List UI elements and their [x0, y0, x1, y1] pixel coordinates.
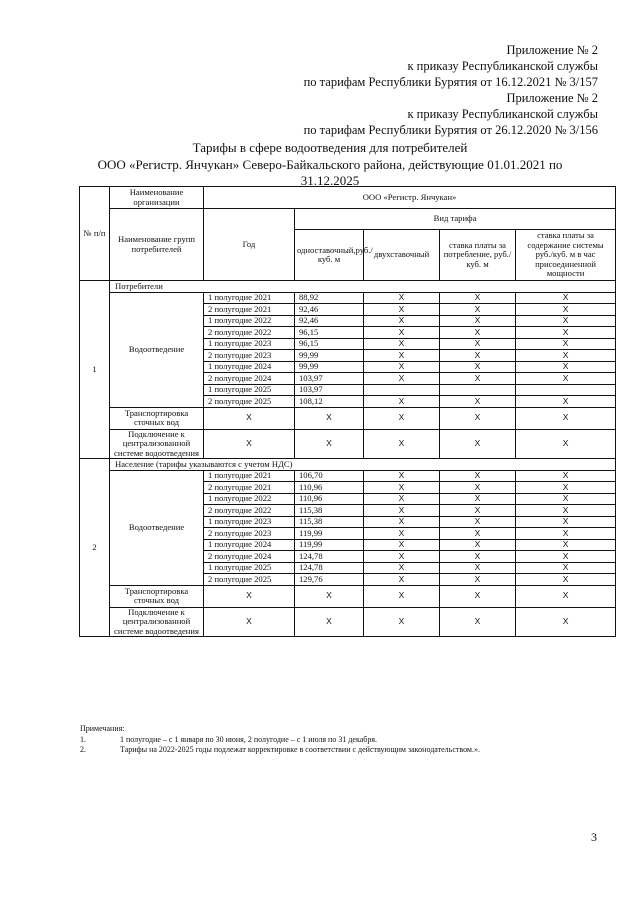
two-rate-value: X	[364, 327, 440, 339]
maintenance-rate-value: X	[516, 493, 616, 505]
header-line: Приложение № 2	[506, 43, 598, 57]
col-num-header: № п/п	[80, 187, 110, 281]
service-label: Подключение к централизованной системе водоотведения	[110, 607, 204, 637]
two-rate-value: X	[364, 407, 440, 429]
two-rate-value: X	[364, 292, 440, 304]
transport-row	[80, 407, 616, 429]
period-cell: 1 полугодие 2024	[204, 539, 295, 551]
consumption-rate-value: X	[440, 562, 516, 574]
title-line: Тарифы в сфере водоотведения для потребителей	[192, 140, 468, 155]
two-rate-value: X	[364, 539, 440, 551]
single-rate-value: 108,12	[295, 396, 364, 408]
consumption-rate-value: X	[440, 361, 516, 373]
period-cell: 1 полугодие 2021	[204, 292, 295, 304]
notes-heading: Примечания:	[80, 724, 125, 733]
notes	[80, 724, 620, 756]
two-rate-value: X	[364, 505, 440, 517]
maintenance-rate-value: X	[516, 304, 616, 316]
connection-row	[80, 607, 616, 637]
single-rate-value: 96,15	[295, 338, 364, 350]
tariff-table	[79, 186, 616, 637]
maintenance-rate-value: X	[516, 528, 616, 540]
two-rate-value: X	[364, 562, 440, 574]
header-row	[80, 187, 616, 209]
consumer-group: Население (тарифы указываются с учетом НДС)	[110, 459, 616, 471]
table-row	[80, 470, 616, 482]
two-rate-value: X	[364, 516, 440, 528]
period-cell: 1 полугодие 2021	[204, 470, 295, 482]
two-rate-value: X	[364, 585, 440, 607]
single-rate-value: 110,96	[295, 493, 364, 505]
period-cell: 2 полугодие 2025	[204, 396, 295, 408]
consumption-rate-value: X	[440, 470, 516, 482]
maintenance-rate-value	[516, 384, 616, 396]
two-rate-value: X	[364, 338, 440, 350]
consumption-rate-value: X	[440, 304, 516, 316]
two-rate-value: X	[364, 315, 440, 327]
consumption-rate-value: X	[440, 482, 516, 494]
maintenance-rate-value: X	[516, 292, 616, 304]
period-cell: 2 полугодие 2024	[204, 551, 295, 563]
note-item	[80, 745, 620, 756]
year-value: X	[204, 585, 295, 607]
two-rate-value: X	[364, 350, 440, 362]
period-cell: 1 полугодие 2024	[204, 361, 295, 373]
header-row	[80, 209, 616, 230]
single-rate-value: X	[295, 607, 364, 637]
two-rate-value: X	[364, 482, 440, 494]
consumption-rate-value: X	[440, 585, 516, 607]
service-name: Водоотведение	[110, 292, 204, 407]
two-rate-value: X	[364, 373, 440, 385]
two-rate-value: X	[364, 528, 440, 540]
consumption-rate-value: X	[440, 429, 516, 459]
row-number: 2	[80, 459, 110, 637]
two-rate-value	[364, 384, 440, 396]
single-rate-value: 106,70	[295, 470, 364, 482]
consumer-group: Потребители	[110, 281, 616, 293]
maintenance-rate-value: X	[516, 327, 616, 339]
col-maint-header: ставка платы за содержание системы руб./куб. м в час присоединенной мощности	[516, 230, 616, 281]
consumption-rate-value: X	[440, 338, 516, 350]
row-number: 1	[80, 281, 110, 459]
maintenance-rate-value: X	[516, 516, 616, 528]
two-rate-value: X	[364, 493, 440, 505]
two-rate-value: X	[364, 551, 440, 563]
single-rate-value: 103,97	[295, 373, 364, 385]
consumption-rate-value: X	[440, 350, 516, 362]
single-rate-value: 92,46	[295, 304, 364, 316]
col-one-header: одноставочный,руб./ куб. м	[295, 230, 364, 281]
col-year-header: Год	[204, 209, 295, 281]
single-rate-value: 99,99	[295, 350, 364, 362]
year-value: X	[204, 429, 295, 459]
consumption-rate-value	[440, 384, 516, 396]
org-name: ООО «Регистр. Янчукан»	[204, 187, 616, 209]
maintenance-rate-value: X	[516, 585, 616, 607]
maintenance-rate-value: X	[516, 350, 616, 362]
consumption-rate-value: X	[440, 528, 516, 540]
single-rate-value: 119,99	[295, 539, 364, 551]
single-rate-value: X	[295, 585, 364, 607]
two-rate-value: X	[364, 429, 440, 459]
maintenance-rate-value: X	[516, 551, 616, 563]
maintenance-rate-value: X	[516, 539, 616, 551]
maintenance-rate-value: X	[516, 562, 616, 574]
consumption-rate-value: X	[440, 493, 516, 505]
maintenance-rate-value: X	[516, 338, 616, 350]
consumption-rate-value: X	[440, 516, 516, 528]
two-rate-value: X	[364, 607, 440, 637]
period-cell: 1 полугодие 2025	[204, 562, 295, 574]
single-rate-value: 129,76	[295, 574, 364, 586]
consumption-rate-value: X	[440, 315, 516, 327]
service-label: Транспортировка сточных вод	[110, 585, 204, 607]
period-cell: 2 полугодие 2024	[204, 373, 295, 385]
period-cell: 2 полугодие 2025	[204, 574, 295, 586]
group-row	[80, 281, 616, 293]
two-rate-value: X	[364, 304, 440, 316]
note-number: 2.	[80, 745, 86, 754]
col-two-header: двухставочный	[364, 230, 440, 281]
consumption-rate-value: X	[440, 551, 516, 563]
document-title	[80, 140, 580, 190]
single-rate-value: X	[295, 407, 364, 429]
two-rate-value: X	[364, 396, 440, 408]
year-value: X	[204, 407, 295, 429]
header-line: по тарифам Республики Бурятия от 26.12.2020 № 3/156	[303, 123, 598, 137]
approval-header	[304, 42, 598, 138]
maintenance-rate-value: X	[516, 407, 616, 429]
note-text: 1 полугодие – с 1 января по 30 июня, 2 полугодие – с 1 июля по 31 декабря.	[120, 734, 378, 744]
two-rate-value: X	[364, 574, 440, 586]
consumption-rate-value: X	[440, 327, 516, 339]
title-line: ООО «Регистр. Янчукан» Северо-Байкальского района, действующие 01.01.2021 по	[97, 156, 563, 172]
maintenance-rate-value: X	[516, 396, 616, 408]
single-rate-value: 92,46	[295, 315, 364, 327]
single-rate-value: 124,78	[295, 551, 364, 563]
consumption-rate-value: X	[440, 505, 516, 517]
maintenance-rate-value: X	[516, 373, 616, 385]
period-cell: 1 полугодие 2023	[204, 516, 295, 528]
connection-row	[80, 429, 616, 459]
page-number: 3	[591, 830, 597, 844]
col-groups-header: Наименование групп потребителей	[110, 209, 204, 281]
period-cell: 2 полугодие 2022	[204, 327, 295, 339]
maintenance-rate-value: X	[516, 361, 616, 373]
maintenance-rate-value: X	[516, 574, 616, 586]
note-item	[80, 735, 620, 746]
period-cell: 2 полугодие 2022	[204, 505, 295, 517]
single-rate-value: 110,96	[295, 482, 364, 494]
single-rate-value: 115,38	[295, 516, 364, 528]
maintenance-rate-value: X	[516, 429, 616, 459]
header-line: Приложение № 2	[506, 91, 598, 105]
period-cell: 2 полугодие 2021	[204, 482, 295, 494]
col-rate-header: ставка платы за потребление, руб./ куб. м	[440, 230, 516, 281]
group-row	[80, 459, 616, 471]
maintenance-rate-value: X	[516, 482, 616, 494]
single-rate-value: 119,99	[295, 528, 364, 540]
maintenance-rate-value: X	[516, 315, 616, 327]
two-rate-value: X	[364, 361, 440, 373]
maintenance-rate-value: X	[516, 505, 616, 517]
single-rate-value: 96,15	[295, 327, 364, 339]
note-text: Тарифы на 2022-2025 годы подлежат корректировке в соответствии с действующим законодательством.».	[120, 745, 480, 754]
maintenance-rate-value: X	[516, 607, 616, 637]
two-rate-value: X	[364, 470, 440, 482]
transport-row	[80, 585, 616, 607]
service-name: Водоотведение	[110, 470, 204, 585]
note-number: 1.	[80, 734, 86, 744]
year-value: X	[204, 607, 295, 637]
single-rate-value: 103,97	[295, 384, 364, 396]
single-rate-value: 99,99	[295, 361, 364, 373]
col-type-header: Вид тарифа	[295, 209, 616, 230]
period-cell: 2 полугодие 2023	[204, 350, 295, 362]
table-row	[80, 292, 616, 304]
single-rate-value: 88,92	[295, 292, 364, 304]
consumption-rate-value: X	[440, 539, 516, 551]
single-rate-value: X	[295, 429, 364, 459]
header-line: к приказу Республиканской службы	[407, 107, 598, 121]
single-rate-value: 124,78	[295, 562, 364, 574]
service-label: Подключение к централизованной системе водоотведения	[110, 429, 204, 459]
consumption-rate-value: X	[440, 607, 516, 637]
title-line: 31.12.2025	[300, 173, 360, 188]
header-line: к приказу Республиканской службы	[407, 59, 598, 73]
maintenance-rate-value: X	[516, 470, 616, 482]
col-org-header: Наименование организации	[110, 187, 204, 209]
period-cell: 1 полугодие 2025	[204, 384, 295, 396]
period-cell: 1 полугодие 2022	[204, 493, 295, 505]
period-cell: 2 полугодие 2023	[204, 528, 295, 540]
consumption-rate-value: X	[440, 292, 516, 304]
period-cell: 1 полугодие 2023	[204, 338, 295, 350]
single-rate-value: 115,38	[295, 505, 364, 517]
period-cell: 2 полугодие 2021	[204, 304, 295, 316]
consumption-rate-value: X	[440, 373, 516, 385]
service-label: Транспортировка сточных вод	[110, 407, 204, 429]
consumption-rate-value: X	[440, 407, 516, 429]
header-line: по тарифам Республики Бурятия от 16.12.2021 № 3/157	[303, 75, 598, 89]
consumption-rate-value: X	[440, 574, 516, 586]
consumption-rate-value: X	[440, 396, 516, 408]
period-cell: 1 полугодие 2022	[204, 315, 295, 327]
